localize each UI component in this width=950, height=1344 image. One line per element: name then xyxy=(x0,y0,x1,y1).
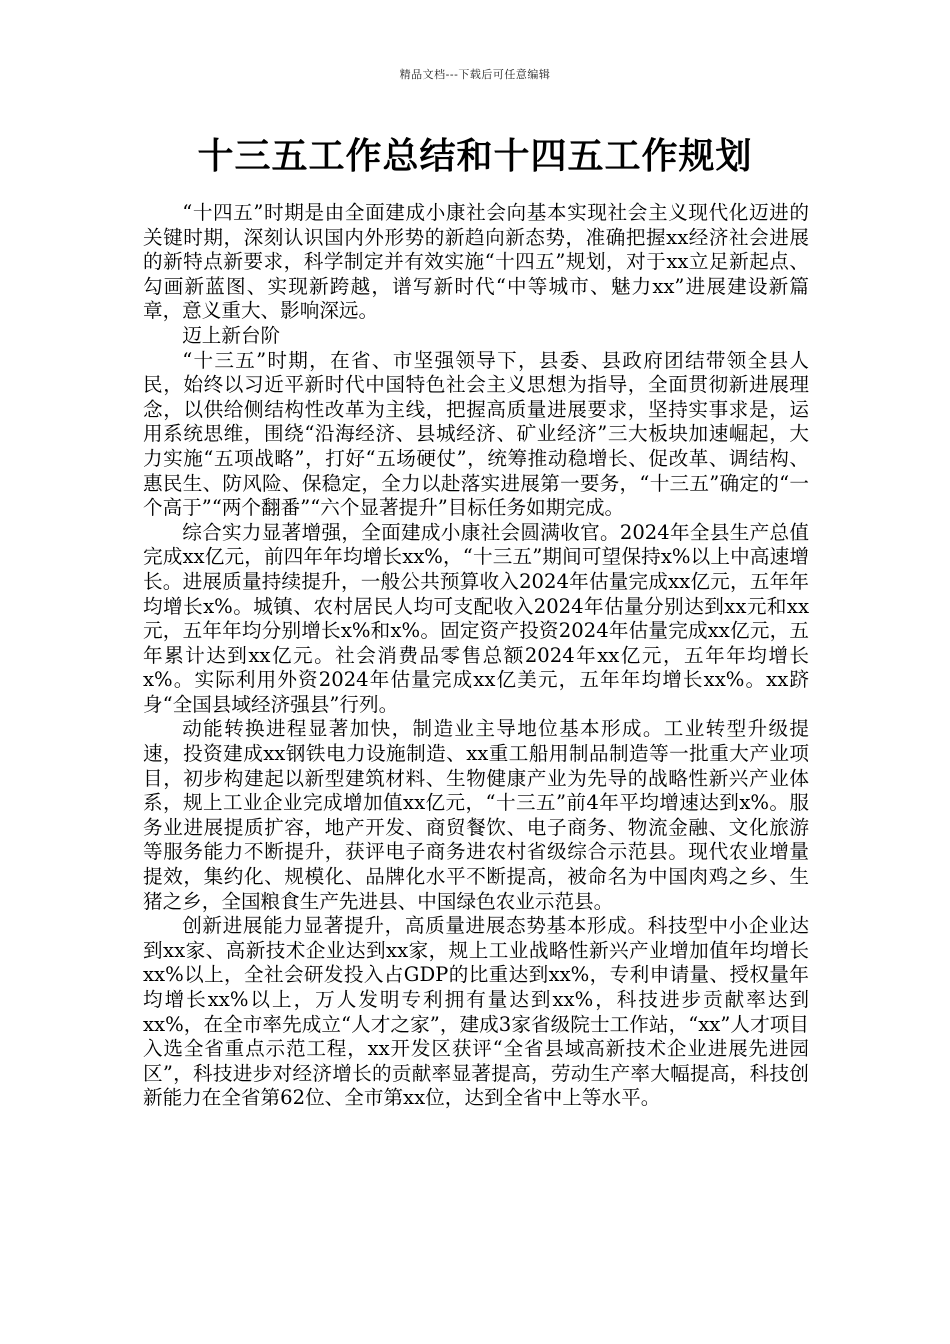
paragraph-transformation: 动能转换进程显著加快，制造业主导地位基本形成。工业转型升级提速，投资建成xx钢铁电力设施制造、xx重工船用制品制造等一批重大产业项目，初步构建起以新型建筑材料、生物健康产业为先导的战略性新兴产业体系，规上工业企业完成增加值xx亿元，“十三五”前4年平均增速达到x%。服务业进展提质扩容，地产开发、商贸餐饮、电子商务、物流金融、文化旅游等服务能力不断提升，获评电子商务进农村省级综合示范县。现代农业增量提效，集约化、规模化、品牌化水平不断提高，被命名为中国肉鸡之乡、生猪之乡，全国粮食生产先进县、中国绿色农业示范县。 xyxy=(143,717,809,913)
document-title: 十三五工作总结和十四五工作规划 xyxy=(197,135,753,177)
header-note: 精品文档---下载后可任意编辑 xyxy=(399,68,551,81)
document-body xyxy=(143,201,809,1111)
paragraph-strength: 综合实力显著增强，全面建成小康社会圆满收官。2024年全县生产总值完成xx亿元，前四年年均增长xx%，“十三五”期间可望保持x%以上中高速增长。进展质量持续提升，一般公共预算收入2024年估量完成xx亿元，五年年均增长x%。城镇、农村居民人均可支配收入2024年估量分别达到xx元和xx元，五年年均分别增长x%和x%。固定资产投资2024年估量完成xx亿元，五年累计达到xx亿元。社会消费品零售总额2024年xx亿元，五年年均增长x%。实际利用外资2024年估量完成xx亿美元，五年年均增长xx%。xx跻身“全国县域经济强县”行列。 xyxy=(143,520,809,716)
section-heading: 迈上新台阶 xyxy=(182,323,281,347)
paragraph-overview: “十三五”时期，在省、市坚强领导下，县委、县政府团结带领全县人民，始终以习近平新时代中国特色社会主义思想为指导，全面贯彻新进展理念，以供给侧结构性改革为主线，把握高质量进展要求，坚持实事求是，运用系统思维，围绕“沿海经济、县城经济、矿业经济”三大板块加速崛起，大力实施“五项战略”，打好“五场硬仗”，统筹推动稳增长、促改革、调结构、惠民生、防风险、保稳定，全力以赴落实进展第一要务，“十三五”确定的“一个高于”“两个翻番”“六个显著提升”目标任务如期完成。 xyxy=(143,348,809,520)
paragraph-intro: “十四五”时期是由全面建成小康社会向基本实现社会主义现代化迈进的关键时期，深刻认识国内外形势的新趋向新态势，准确把握xx经济社会进展的新特点新要求，科学制定并有效实施“十四五”规划，对于xx立足新起点、勾画新蓝图、实现新跨越，谱写新时代“中等城市、魅力xx”进展建设新篇章，意义重大、影响深远。 xyxy=(143,201,809,323)
paragraph-innovation: 创新进展能力显著提升，高质量进展态势基本形成。科技型中小企业达到xx家、高新技术企业达到xx家，规上工业战略性新兴产业增加值年均增长xx%以上，全社会研发投入占GDP的比重达到xx%，专利申请量、授权量年均增长xx%以上，万人发明专利拥有量达到xx%，科技进步贡献率达到xx%，在全市率先成立“人才之家”，建成3家省级院士工作站，“xx”人才项目入选全省重点示范工程，xx开发区获评“全省县域高新技术企业进展先进园区”，科技进步对经济增长的贡献率显著提高，劳动生产率大幅提高，科技创新能力在全省第62位、全市第xx位，达到全省中上等水平。 xyxy=(143,914,809,1110)
